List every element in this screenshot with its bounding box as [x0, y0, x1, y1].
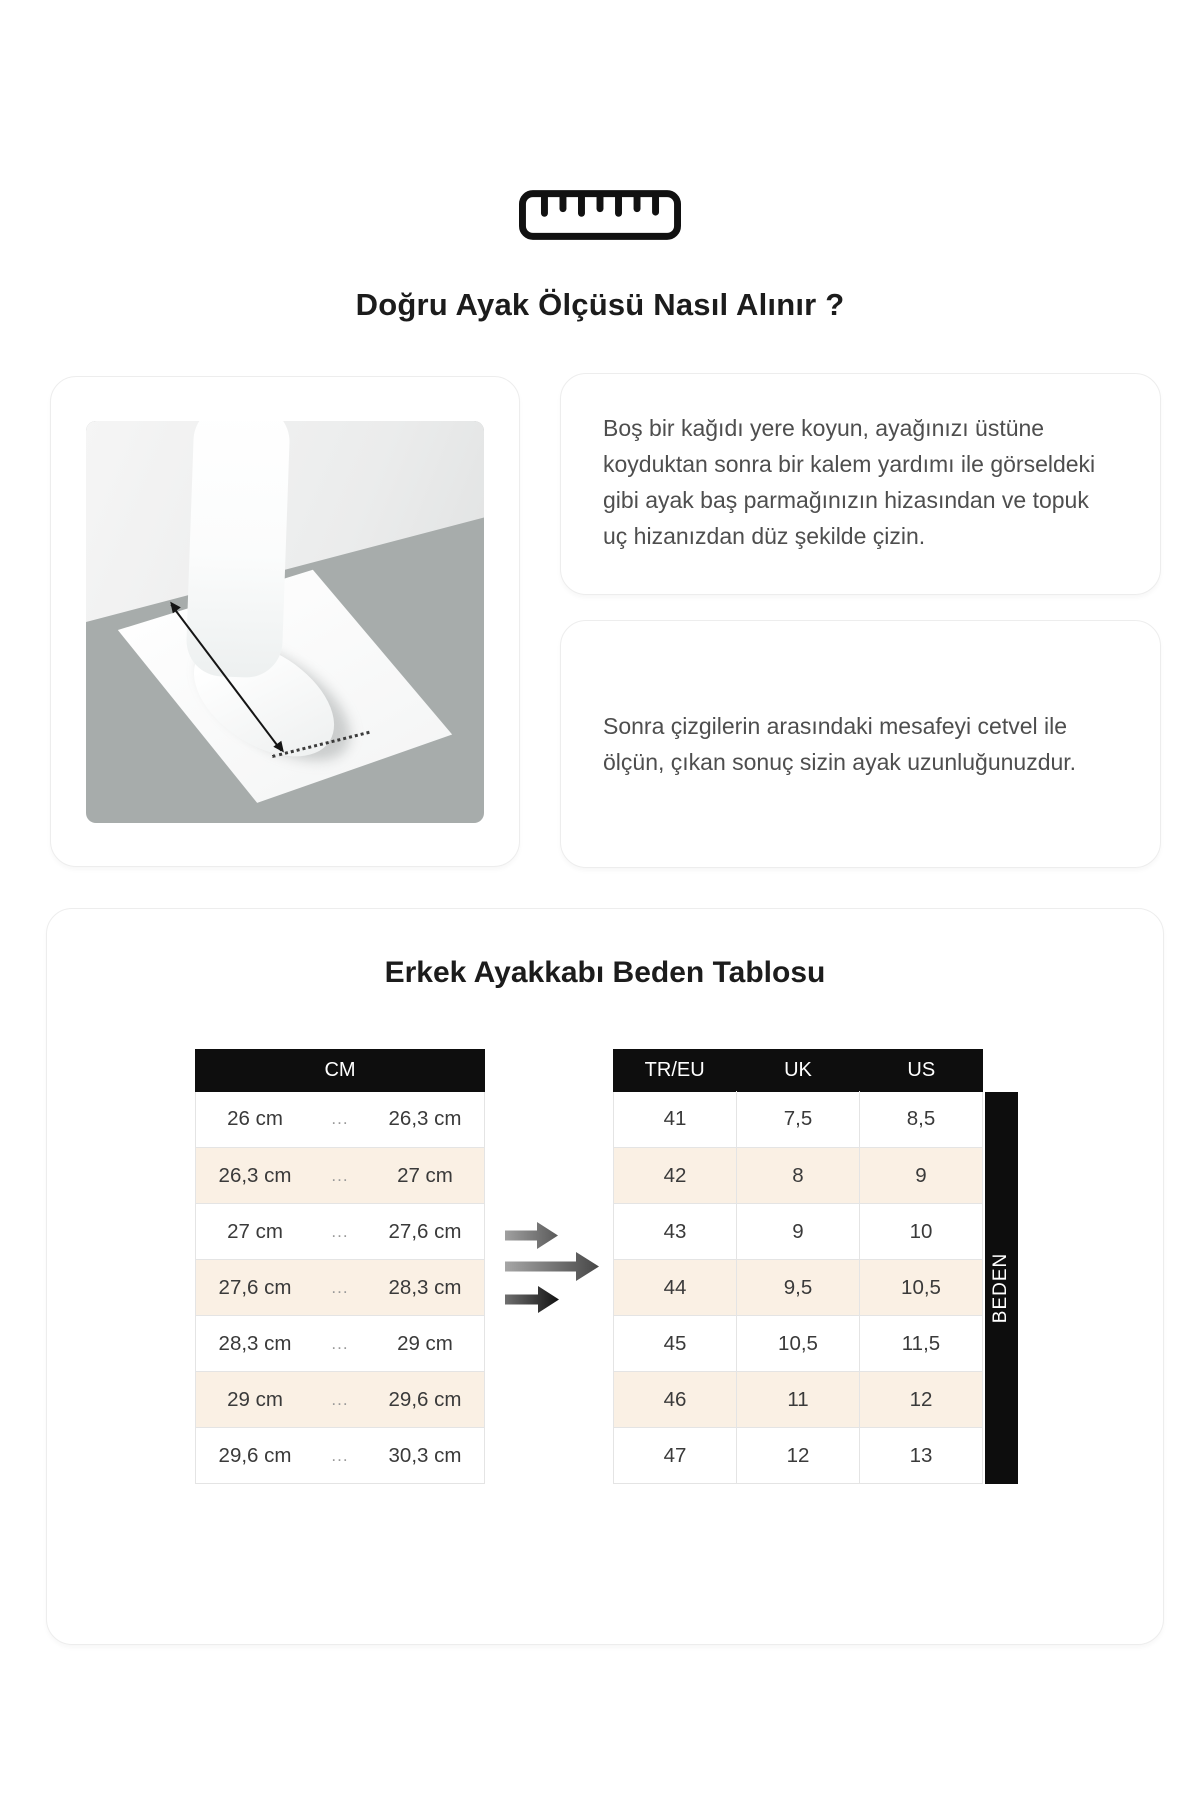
cm-separator: ... — [331, 1109, 349, 1128]
cm-from-value: 27 cm — [227, 1219, 283, 1243]
cm-separator: ... — [331, 1445, 349, 1465]
cm-to-value: 29 cm — [397, 1331, 453, 1355]
size-value: 43 — [614, 1204, 737, 1259]
size-row — [614, 1147, 982, 1203]
cm-from-value: 26,3 cm — [218, 1163, 292, 1187]
cm-from-value: 29,6 cm — [218, 1443, 292, 1467]
size-value: 9 — [737, 1204, 860, 1259]
size-value: 9 — [915, 1163, 927, 1187]
size-value: 12 — [737, 1428, 860, 1483]
size-value: 45 — [614, 1316, 737, 1371]
cm-separator: ... — [331, 1221, 349, 1241]
size-value: 11 — [737, 1372, 860, 1427]
cm-row — [196, 1427, 484, 1483]
size-row — [614, 1203, 982, 1259]
cm-from-value: 26 cm — [227, 1107, 283, 1130]
size-table — [613, 1049, 983, 1484]
instruction-box-1 — [560, 373, 1161, 595]
triple-right-arrows-icon — [505, 1220, 605, 1315]
cm-separator: ... — [331, 1165, 349, 1185]
size-value: 44 — [614, 1260, 737, 1315]
size-value: 9,5 — [737, 1260, 860, 1315]
cm-separator: ... — [331, 1389, 349, 1409]
size-value: 8,5 — [906, 1107, 936, 1130]
size-value: 10 — [909, 1219, 933, 1243]
cm-from-value: 29 cm — [227, 1387, 283, 1411]
cm-to-value: 26,3 cm — [388, 1107, 462, 1130]
cm-table — [195, 1049, 485, 1484]
cm-to-value: 27,6 cm — [388, 1219, 462, 1243]
cm-row — [196, 1091, 484, 1147]
size-value: 46 — [614, 1372, 737, 1427]
size-row — [614, 1427, 982, 1483]
cm-row — [196, 1259, 484, 1315]
cm-row — [196, 1203, 484, 1259]
cm-table-body — [196, 1091, 484, 1483]
size-column-header: TR/EU — [644, 1059, 705, 1081]
size-value: 42 — [614, 1148, 737, 1203]
cm-separator: ... — [331, 1333, 349, 1353]
cm-from-value: 28,3 cm — [218, 1331, 292, 1355]
foot-measurement-photo — [86, 421, 484, 823]
size-value: 41 — [614, 1091, 737, 1147]
cm-to-value: 30,3 cm — [388, 1443, 462, 1467]
instruction-text-1: Boş bir kağıdı yere koyun, ayağınızı üstüne koyduktan sonra bir kalem yardımı ile görseldeki gibi ayak baş parmağınızın hizasından ve topuk uç hizanızdan düz şekilde çizin. — [603, 415, 1096, 549]
size-value: 10,5 — [737, 1316, 860, 1371]
instruction-box-2 — [560, 620, 1161, 868]
ruler-icon — [0, 190, 1200, 245]
size-value: 12 — [909, 1387, 933, 1411]
size-value: 8 — [737, 1148, 860, 1203]
size-value: 10,5 — [901, 1275, 941, 1299]
cm-to-value: 28,3 cm — [388, 1275, 462, 1299]
size-row — [614, 1315, 982, 1371]
size-column-header: US — [907, 1059, 936, 1081]
size-column-header: UK — [784, 1059, 812, 1081]
cm-row — [196, 1371, 484, 1427]
page-title: Doğru Ayak Ölçüsü Nasıl Alınır ? — [355, 287, 845, 322]
leg-in-sock — [185, 421, 290, 679]
size-value: 13 — [909, 1443, 933, 1467]
cm-table-header — [195, 1049, 485, 1092]
size-value: 7,5 — [737, 1091, 860, 1147]
size-value: 11,5 — [901, 1331, 941, 1355]
size-row — [614, 1371, 982, 1427]
size-row — [614, 1091, 982, 1147]
size-row — [614, 1259, 982, 1315]
size-table-body — [614, 1091, 982, 1483]
instruction-text-2: Sonra çizgilerin arasındaki mesafeyi cetvel ile ölçün, çıkan sonuç sizin ayak uzunluğunuzdur. — [603, 713, 1077, 775]
beden-label: BEDEN — [990, 1252, 1012, 1324]
size-value: 47 — [614, 1428, 737, 1483]
size-table-header — [613, 1049, 983, 1092]
cm-row — [196, 1315, 484, 1371]
cm-from-value: 27,6 cm — [218, 1275, 292, 1299]
cm-row — [196, 1147, 484, 1203]
cm-to-value: 27 cm — [397, 1163, 453, 1187]
measurement-photo-card — [50, 376, 520, 867]
cm-to-value: 29,6 cm — [388, 1387, 462, 1411]
cm-separator: ... — [331, 1277, 349, 1297]
size-chart-title: Erkek Ayakkabı Beden Tablosu — [384, 956, 826, 989]
cm-header-label: CM — [324, 1059, 356, 1081]
beden-side-bar — [985, 1092, 1018, 1484]
